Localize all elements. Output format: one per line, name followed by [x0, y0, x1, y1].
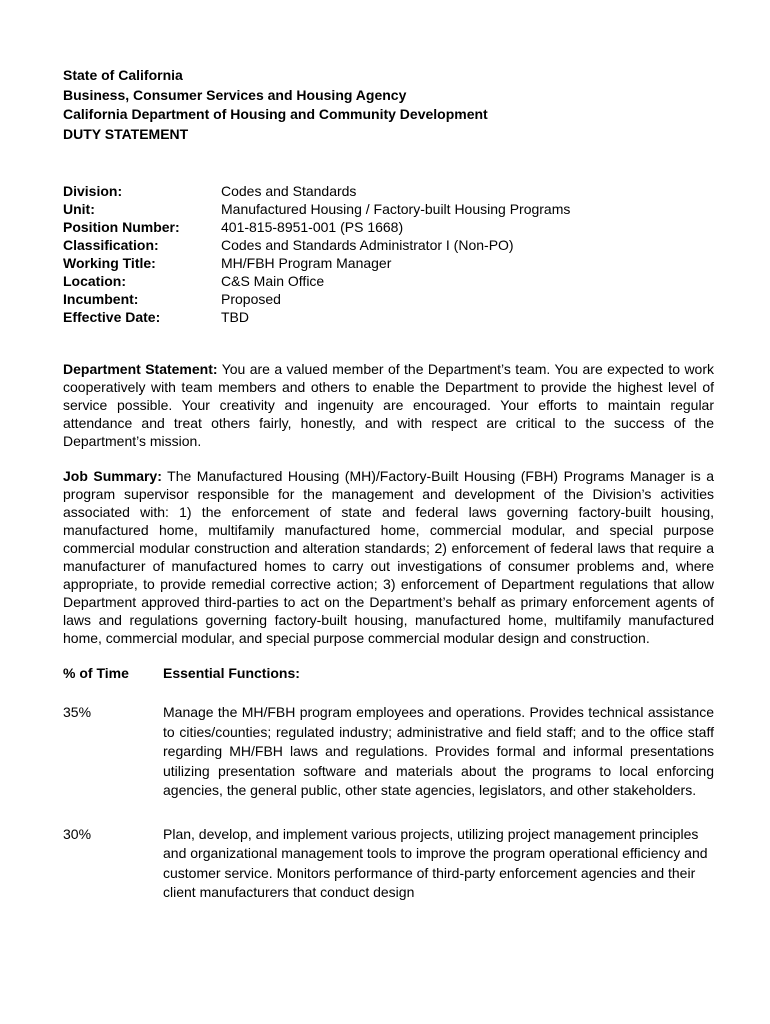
department-statement-label: Department Statement: — [63, 361, 218, 377]
document-header — [63, 66, 714, 144]
function-description: Plan, develop, and implement various projects, utilizing project management principles and organizational management tools to improve the program operational efficiency and customer service. Monitors performance of third-party enforcement agencies and their client manufacturers that conduct design — [163, 825, 708, 900]
header-doc-title: DUTY STATEMENT — [63, 125, 189, 142]
position-info-table — [63, 182, 714, 326]
job-summary-label: Job Summary: — [63, 468, 162, 484]
info-value-position-number: 401-815-8951-001 (PS 1668) — [221, 219, 404, 235]
function-percent: 35% — [63, 704, 92, 720]
function-row — [63, 825, 714, 903]
info-label-working-title: Working Title: — [63, 255, 156, 271]
info-value-incumbent: Proposed — [221, 291, 281, 307]
info-value-classification: Codes and Standards Administrator I (Non-PO) — [221, 237, 514, 253]
info-value-unit: Manufactured Housing / Factory-built Housing Programs — [221, 201, 571, 217]
header-agency: Business, Consumer Services and Housing Agency — [63, 86, 407, 103]
function-percent: 30% — [63, 825, 92, 842]
header-state: State of California — [63, 67, 183, 83]
essential-functions-heading: Essential Functions: — [163, 665, 300, 681]
info-value-division: Codes and Standards — [221, 183, 357, 199]
info-label-incumbent: Incumbent: — [63, 291, 139, 307]
function-row — [63, 703, 714, 801]
info-label-effective-date: Effective Date: — [63, 309, 161, 325]
info-label-classification: Classification: — [63, 237, 159, 253]
department-statement-text: You are a valued member of the Department’s team. You are expected to work cooperatively with team members and others to enable the Department to provide the highest level of service possible. Your creativity and ingenuity are encouraged. Your efforts to maintain regular attendance and treat others fairly, honestly, and with respect are critical to the success of the Department’s mission. — [63, 361, 714, 449]
info-value-working-title: MH/FBH Program Manager — [221, 255, 392, 271]
info-value-location: C&S Main Office — [221, 273, 325, 289]
header-department: California Department of Housing and Community Development — [63, 106, 488, 122]
info-label-location: Location: — [63, 273, 126, 289]
job-summary — [63, 467, 714, 647]
function-description: Manage the MH/FBH program employees and operations. Provides technical assistance to cities/counties; regulated industry; administrative and field staff; and to the office staff regarding MH/FBH laws and regulations. Provides formal and informal presentations utilizing presentation software and materials about the programs to local enforcing agencies, the general public, other state agencies, legislators, and other stakeholders. — [163, 704, 714, 798]
department-statement — [63, 360, 714, 450]
info-label-position-number: Position Number: — [63, 219, 180, 235]
info-value-effective-date: TBD — [221, 309, 249, 325]
job-summary-text: The Manufactured Housing (MH)/Factory-Built Housing (FBH) Programs Manager is a program supervisor responsible for the management and development of the Division’s activities associated with: 1) the enforcement of state and federal laws governing factory-built housing, manufactured home, multifamily manufactured home, commercial modular, and special purpose commercial modular construction and alteration standards; 2) enforcement of federal laws that require a manufacturer of manufactured homes to carry out investigations of consumer problems and, where appropriate, to provide remedial corrective action; 3) enforcement of Department regulations that allow Department approved third-parties to act on the Department’s behalf as primary enforcement agents of laws and regulations governing factory-built housing, manufactured home, multifamily manufactured home, commercial modular, and special purpose commercial modular design and construction. — [63, 468, 715, 646]
functions-header — [63, 664, 714, 682]
percent-time-heading: % of Time — [63, 665, 129, 681]
info-label-division: Division: — [63, 183, 123, 199]
info-label-unit: Unit: — [63, 201, 95, 217]
